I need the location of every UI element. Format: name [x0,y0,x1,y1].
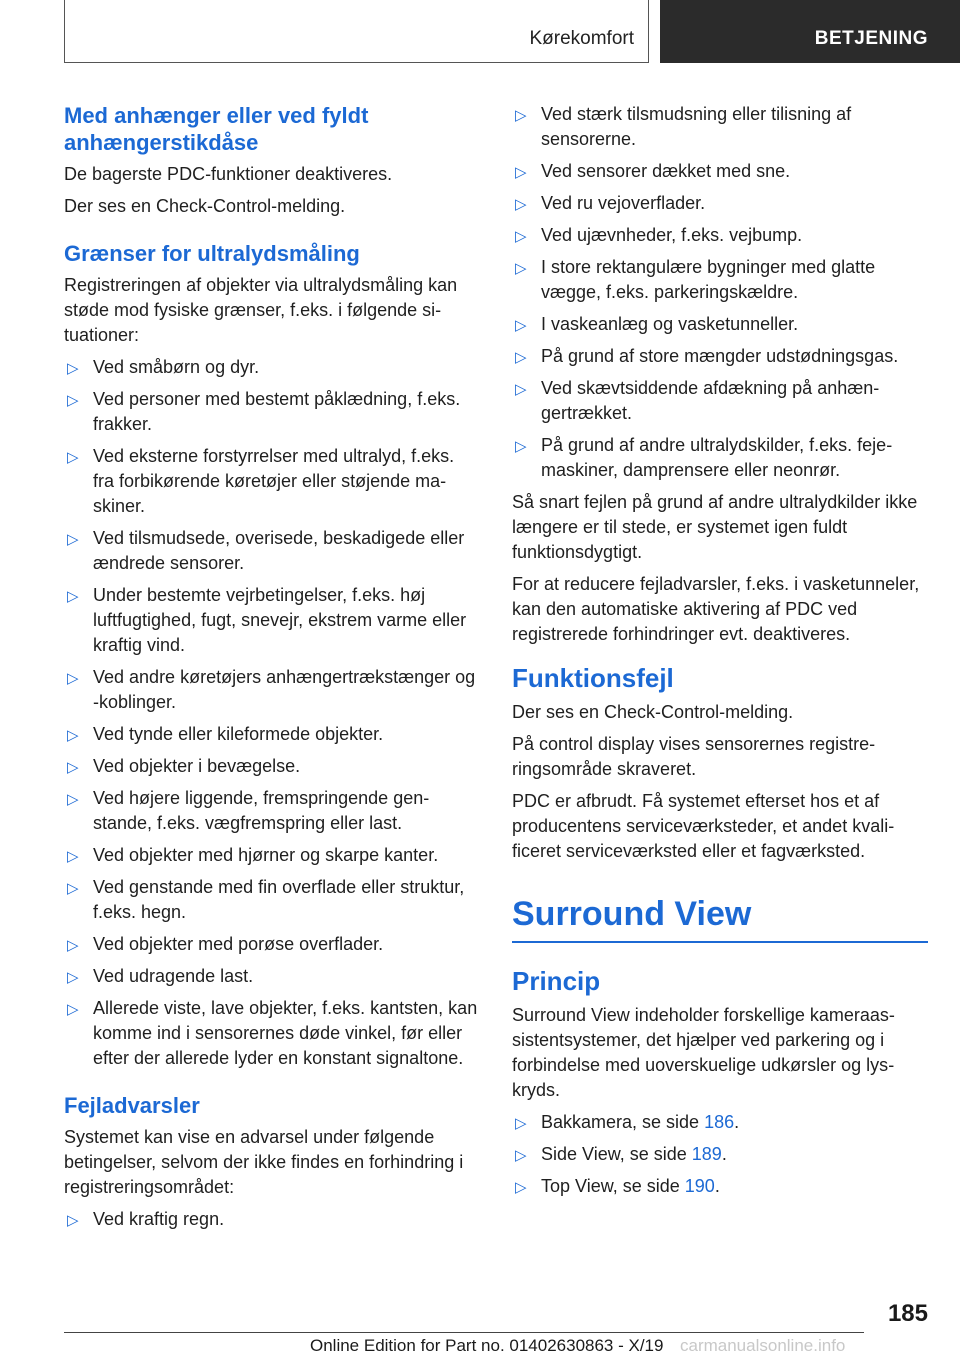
list-item: ▷ Ved skævtsiddende afdækning på anhængertrækket. [515,378,880,423]
triangle-bullet-icon: ▷ [515,107,527,124]
triangle-bullet-icon: ▷ [515,349,527,366]
list-item: ▷ Ved højere liggende, fremspringende genstande, f.eks. vægfremspring eller last. [67,788,430,833]
triangle-bullet-icon: ▷ [67,848,79,865]
list-item: ▷ Ved ujævnheder, f.eks. vejbump. [512,223,928,248]
list-item: ▷ Ved ru vejoverflader. [512,191,928,216]
page-link-186[interactable]: 186 [704,1112,735,1132]
triangle-bullet-icon: ▷ [67,360,79,377]
header-chapter-title: BETJENING [814,28,928,49]
triangle-bullet-icon: ▷ [67,392,79,409]
triangle-bullet-icon: ▷ [67,880,79,897]
list-item: ▷ Ved personer med bestemt påklædning, f.eks. frakker. [67,389,461,434]
triangle-bullet-icon: ▷ [515,164,527,181]
list-item: ▷ Ved sensorer dækket med sne. [512,159,928,184]
list-item: ▷ Ved objekter med hjørner og skarpe kanter. [64,843,478,868]
list-item: ▷ Ved småbørn og dyr. [64,355,478,380]
watermark: carmanualsonline.info [680,1336,846,1355]
triangle-bullet-icon: ▷ [67,531,79,548]
list-item: ▷ Ved udragende last. [64,964,478,989]
header-section-title: Kørekomfort [529,28,634,49]
limits-list [64,355,478,1071]
heading-principle: Princip [512,966,601,996]
paragraph-malfunction-1: Der ses en Check-Control-melding. [512,702,794,722]
list-item: ▷ Ved objekter med porøse overflader. [64,932,478,957]
heading-ultrasonic-limits: Grænser for ultralydsmåling [64,241,360,266]
triangle-bullet-icon: ▷ [67,969,79,986]
triangle-bullet-icon: ▷ [67,791,79,808]
list-item: ▷ Ved tynde eller kileformede objekter. [64,722,478,747]
triangle-bullet-icon: ▷ [67,588,79,605]
list-item: ▷ Ved eksterne forstyrrelser med ultralyd, f.eks. fra forbikørende køretøjer eller støjende maskiner. [67,446,455,516]
list-item: ▷ På grund af store mængder udstødningsgas. [512,344,928,369]
paragraph-false-warnings: Systemet kan vise en advarsel under følgende betingelser, selvom der ikke findes en forhindring i registreringsområdet: [64,1127,464,1197]
list-item: ▷ På grund af andre ultralydskilder, f.eks. fejemaskiner, damprensere eller neonrør. [515,435,893,480]
triangle-bullet-icon: ▷ [67,1001,79,1018]
page-link-189[interactable]: 189 [691,1144,722,1164]
list-item: ▷ Side View, se side 189. [512,1142,928,1167]
triangle-bullet-icon: ▷ [515,381,527,398]
triangle-bullet-icon: ▷ [515,196,527,213]
paragraph-trailer-2: Der ses en Check-Control-melding. [64,196,346,216]
footer-divider [64,1332,864,1333]
paragraph-trailer-1: De bagerste PDC-funktioner deaktiveres. [64,164,393,184]
list-item: ▷ Ved stærk tilsmudsning eller tilisning af sensorerne. [515,104,852,149]
list-item: ▷ Ved objekter i bevægelse. [64,754,478,779]
paragraph-reduce-warnings: For at reducere fejladvarsler, f.eks. i vasketunneler, kan den automatiske aktivering af PDC ved registrerede forhindringer evt. deaktiveres. [512,574,920,644]
list-item: ▷ Ved genstande med fin overflade eller struktur, f.eks. hegn. [67,877,465,922]
paragraph-malfunction-3: PDC er afbrudt. Få systemet efterset hos et af producentens serviceværksteder, et andet kvalificeret serviceværksted eller et fagværksted. [512,791,895,861]
page-link-190[interactable]: 190 [684,1176,715,1196]
warnings-list-continued [512,102,928,483]
triangle-bullet-icon: ▷ [515,1147,527,1164]
paragraph-ultrasonic-limits: Registreringen af objekter via ultralydsmåling kan støde mod fysiske grænser, f.eks. i følgende situationer: [64,275,458,345]
paragraph-resume: Så snart fejlen på grund af andre ultralydkilder ikke længere er til stede, er systemet igen fuldt funktionsdygtigt. [512,492,918,562]
triangle-bullet-icon: ▷ [515,438,527,455]
list-item: ▷ Under bestemte vejrbetingelser, f.eks. høj luftfugtighed, fugt, snevejr, ekstrem varme eller kraftig vind. [67,585,467,655]
list-item: ▷ I store rektangulære bygninger med glatte vægge, f.eks. parkeringskældre. [515,257,876,302]
list-item: ▷ Ved kraftig regn. [64,1207,478,1232]
heading-surround-view: Surround View [512,893,928,943]
triangle-bullet-icon: ▷ [515,317,527,334]
warnings-list [64,1207,478,1232]
triangle-bullet-icon: ▷ [67,670,79,687]
triangle-bullet-icon: ▷ [67,1212,79,1229]
triangle-bullet-icon: ▷ [515,228,527,245]
page-number: 185 [887,1300,928,1327]
triangle-bullet-icon: ▷ [515,1115,527,1132]
triangle-bullet-icon: ▷ [67,449,79,466]
triangle-bullet-icon: ▷ [67,759,79,776]
list-item: ▷ Ved andre køretøjers anhængertrækstænger og -koblinger. [67,667,476,712]
list-item: ▷ I vaskeanlæg og vasketunneller. [512,312,928,337]
triangle-bullet-icon: ▷ [67,937,79,954]
right-column [512,102,928,1206]
header-section-tab [64,0,649,63]
footer-edition: Online Edition for Part no. 01402630863 - X/19 [310,1336,664,1355]
heading-trailer: Med anhænger eller ved fyldt anhængerstikdåse [64,103,369,155]
triangle-bullet-icon: ▷ [515,260,527,277]
heading-false-warnings: Fejladvarsler [64,1093,200,1118]
triangle-bullet-icon: ▷ [67,727,79,744]
left-column [64,102,478,1239]
list-item: ▷ Bakkamera, se side 186. [512,1110,928,1135]
surround-view-links [512,1110,928,1199]
list-item: ▷ Allerede viste, lave objekter, f.eks. kantsten, kan komme ind i sensorernes døde vinkel, før eller efter der allerede lyder en konstant signaltone. [67,998,478,1068]
paragraph-principle: Surround View indeholder forskellige kameraassistentsystemer, det hjælper ved parkering og i forbindelse med uoverskuelige udkørsler og lyskryds. [512,1005,895,1100]
heading-malfunction: Funktionsfejl [512,663,674,693]
triangle-bullet-icon: ▷ [515,1179,527,1196]
paragraph-malfunction-2: På control display vises sensorernes registreringsområde skraveret. [512,734,876,779]
list-item: ▷ Top View, se side 190. [512,1174,928,1199]
header-chapter-tab [660,0,960,63]
list-item: ▷ Ved tilsmudsede, overisede, beskadigede eller ændrede sensorer. [67,528,465,573]
